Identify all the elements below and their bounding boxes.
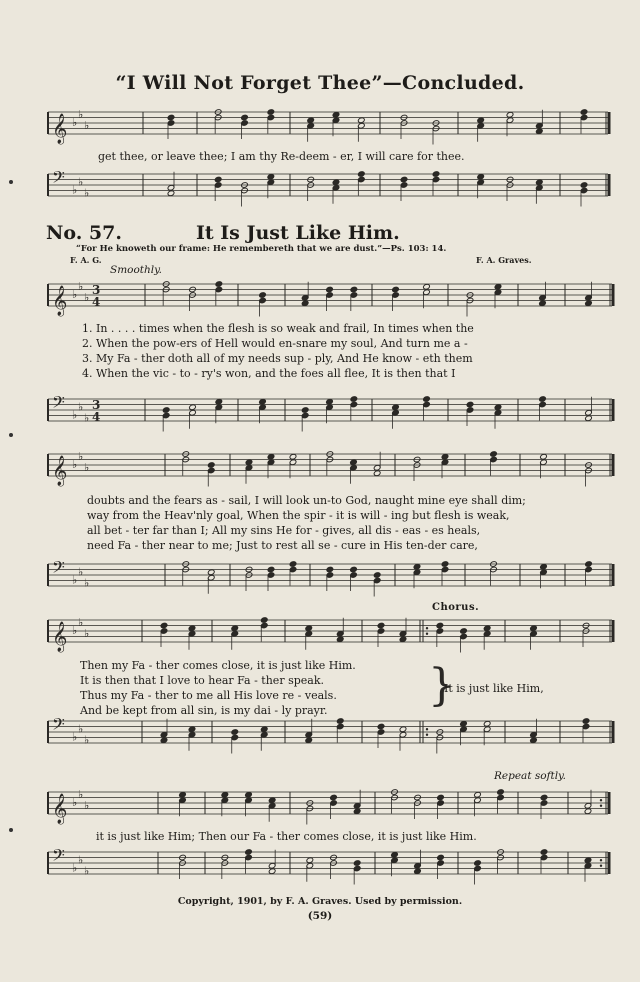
verse-line: Thus my Fa - ther to me all His love re - veals. [80,689,337,702]
margin-dot [9,180,13,184]
music-staff [40,788,580,828]
svg-text:♭: ♭ [84,186,90,200]
music-staff [40,714,580,757]
verse-line: It is then that I love to hear Fa - ther speak. [80,674,324,687]
verse-line: 4. When the vic - to - ry's won, and the foes all flee, It is then that I [82,367,456,380]
verse-line: it is just like Him; Then our Fa - ther comes close, it is just like Him. [96,830,477,843]
svg-text:♭: ♭ [84,411,90,425]
music-staff [40,557,580,600]
verse-line: And be kept from all sin, is my dai - ly prayr. [80,704,328,717]
hymn-title: It Is Just Like Him. [196,222,400,244]
music-staff [40,392,580,435]
verse-brace: } [428,660,456,711]
svg-text:♭: ♭ [84,864,90,878]
svg-text:♭: ♭ [72,624,78,637]
svg-text:♭: ♭ [78,449,84,463]
svg-text:♭: ♭ [78,787,84,801]
svg-text:♭: ♭ [84,576,90,590]
svg-text:𝄞: 𝄞 [52,286,68,316]
lyric-line: get thee, or leave thee; I am thy Re-deem - er, I will care for thee. [98,150,465,163]
chorus-text: It is just like Him, [444,682,544,695]
svg-text:𝄢: 𝄢 [52,167,65,191]
verse-line: doubts and the fears as - sail, I will look un-to God, naught mine eye shall dim; [87,494,526,507]
svg-text:♭: ♭ [78,615,84,629]
music-staff [40,280,580,320]
svg-text:♭: ♭ [72,116,78,129]
svg-text:♭: ♭ [78,853,84,867]
verse-line: way from the Heav'nly goal, When the spir - it is will - ing but flesh is weak, [87,509,510,522]
music-staff [40,108,580,148]
svg-text:𝄞: 𝄞 [52,114,68,144]
svg-text:♭: ♭ [78,279,84,293]
svg-text:♭: ♭ [84,118,90,132]
verse-line: Then my Fa - ther comes close, it is just like Him. [80,659,356,672]
svg-text:3: 3 [92,283,101,297]
svg-text:♭: ♭ [78,565,84,579]
verse-line: need Fa - ther near to me; Just to rest all se - cure in His ten-der care, [87,539,478,552]
svg-text:♭: ♭ [72,458,78,471]
hymn-number: No. 57. [46,222,122,244]
svg-text:♭: ♭ [84,733,90,747]
verse-line: 1. In . . . . times when the flesh is so weak and frail, In times when the [82,322,474,335]
repeat-marking: Repeat softly. [494,770,566,782]
margin-dot [9,828,13,832]
svg-text:𝄢: 𝄢 [52,557,65,581]
svg-text:4: 4 [92,295,101,309]
svg-text:♭: ♭ [84,460,90,474]
svg-text:𝄢: 𝄢 [52,845,65,869]
svg-text:𝄢: 𝄢 [52,714,65,738]
svg-text:𝄞: 𝄞 [52,456,68,486]
svg-text:4: 4 [92,410,101,424]
page-number: (59) [307,910,333,922]
svg-text:♭: ♭ [78,722,84,736]
music-staff [40,616,580,656]
svg-text:3: 3 [92,398,101,412]
verse-line: 3. My Fa - ther doth all of my needs sup - ply, And He know - eth them [82,352,473,365]
music-staff [40,167,580,210]
music-staff [40,450,580,490]
svg-text:♭: ♭ [72,730,78,744]
svg-text:♭: ♭ [78,107,84,121]
svg-text:♭: ♭ [78,400,84,414]
chorus-label: Chorus. [432,602,480,613]
margin-dot [9,433,13,437]
svg-text:♭: ♭ [78,175,84,189]
tempo-marking: Smoothly. [110,264,163,276]
svg-text:♭: ♭ [72,408,78,422]
svg-text:♭: ♭ [72,861,78,875]
verse-line: all bet - ter far than I; All my sins He for - gives, all dis - eas - es heals, [87,524,481,537]
svg-text:♭: ♭ [72,573,78,587]
svg-text:𝄢: 𝄢 [52,392,65,416]
previous-hymn-title: “I Will Not Forget Thee”—Concluded. [115,72,525,94]
scripture-reference: “For He knoweth our frame: He remembereth that we are dust.”—Ps. 103: 14. [76,244,447,254]
words-credit: F. A. G. [70,255,102,265]
svg-text:♭: ♭ [72,183,78,197]
svg-text:♭: ♭ [72,796,78,809]
svg-text:♭: ♭ [84,626,90,640]
svg-text:𝄞: 𝄞 [52,794,68,824]
music-staff [40,845,580,888]
copyright-notice: Copyright, 1901, by F. A. Graves. Used by permission. [177,896,463,907]
svg-text:♭: ♭ [84,290,90,304]
svg-text:𝄞: 𝄞 [52,622,68,652]
music-credit: F. A. Graves. [476,255,532,265]
svg-text:♭: ♭ [84,798,90,812]
svg-text:♭: ♭ [72,288,78,301]
verse-line: 2. When the pow-ers of Hell would en-snare my soul, And turn me a - [82,337,468,350]
